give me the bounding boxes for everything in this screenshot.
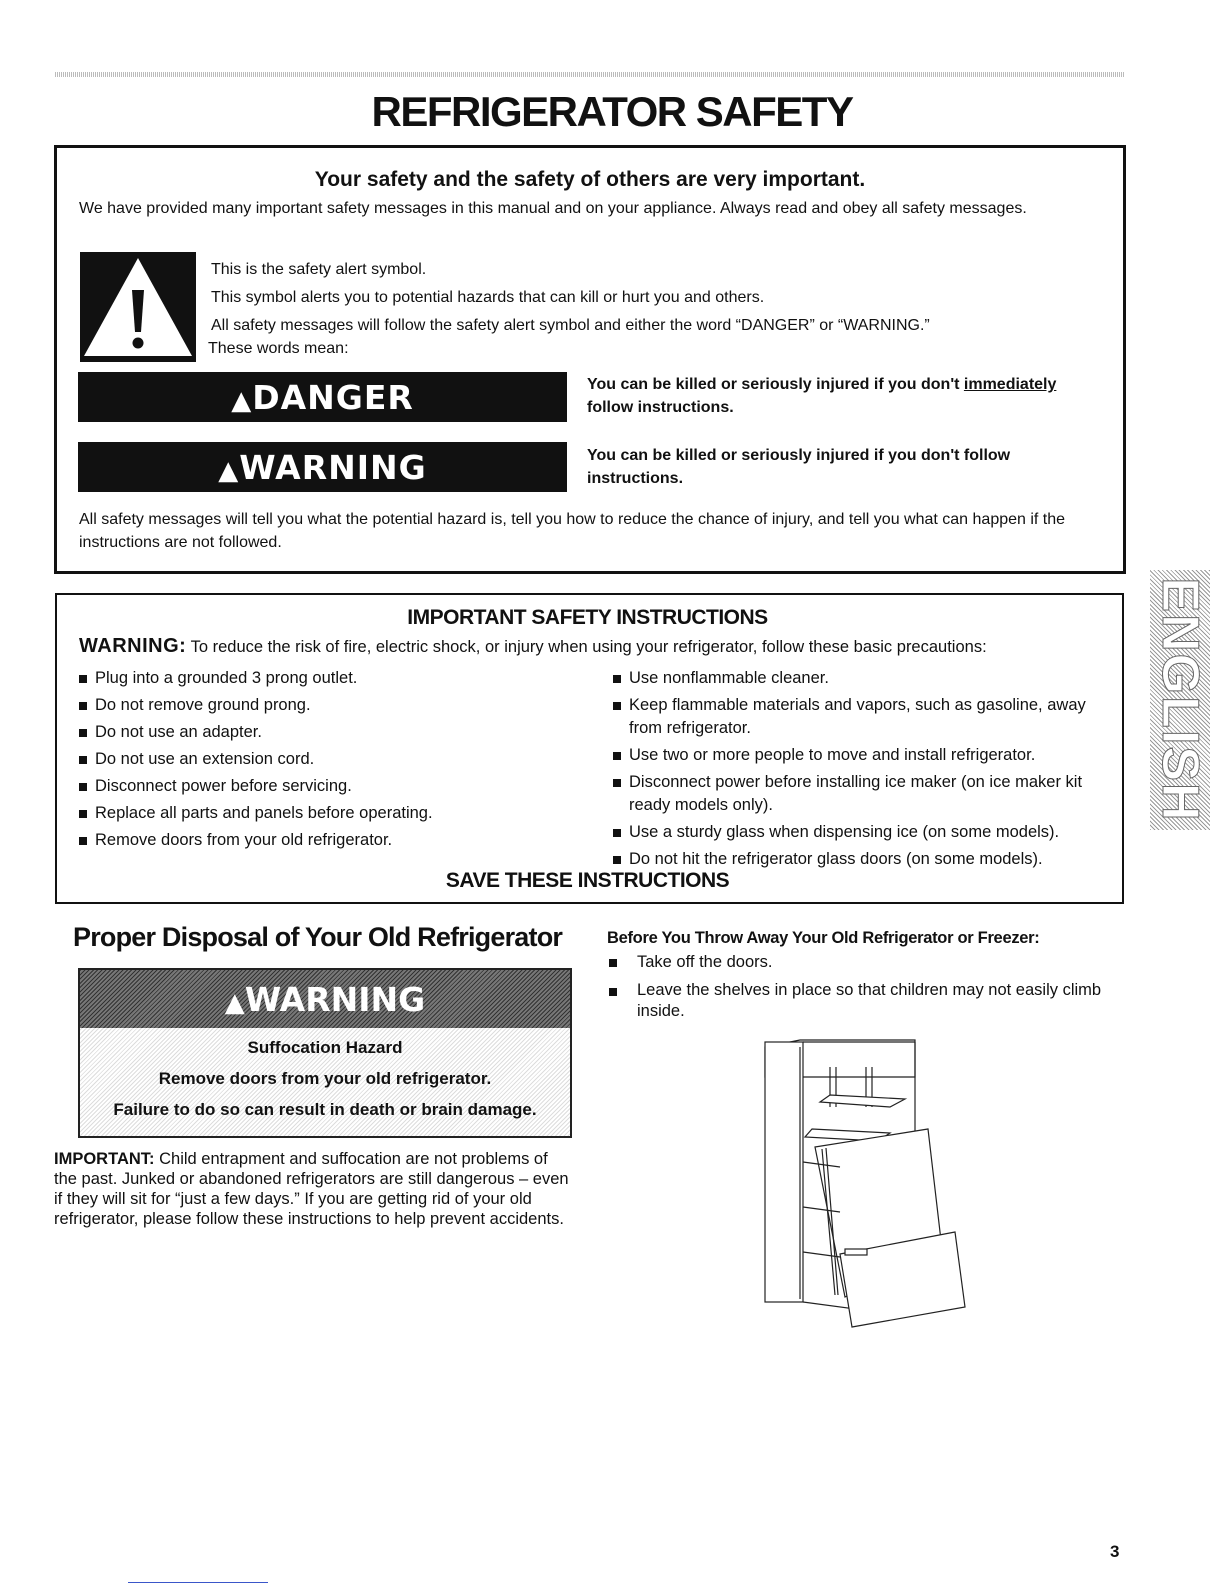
alert-triangle-icon: ▲ bbox=[224, 988, 245, 1018]
list-item: Replace all parts and panels before operating. bbox=[77, 802, 557, 825]
save-instructions: SAVE THESE INSTRUCTIONS bbox=[445, 869, 730, 892]
symbol-line-3: All safety messages will follow the safety alert symbol and either the word “DANGER” or “WARNING.” bbox=[211, 317, 930, 334]
list-item: Take off the doors. bbox=[607, 951, 1107, 974]
important-paragraph: IMPORTANT: Child entrapment and suffocation are not problems of the past. Junked or abandoned refrigerators are still dangerous – even if they will sit for “just a few days.” If you are getting rid of your old refrigerator, please follow these instructions to help prevent accidents. bbox=[54, 1150, 569, 1228]
precautions-left-list bbox=[77, 667, 557, 852]
language-tab-label: ENGLISH bbox=[1151, 577, 1209, 823]
list-item: Keep flammable materials and vapors, such as gasoline, away from refrigerator. bbox=[611, 694, 1111, 740]
symbol-line-2: This symbol alerts you to potential hazards that can kill or hurt you and others. bbox=[211, 289, 765, 306]
warning-band: ▲WARNING bbox=[80, 970, 570, 1028]
list-item: Disconnect power before servicing. bbox=[77, 775, 557, 798]
safety-alert-icon bbox=[80, 252, 196, 362]
list-item: Do not use an adapter. bbox=[77, 721, 557, 744]
list-item: Do not use an extension cord. bbox=[77, 748, 557, 771]
refrigerator-illustration bbox=[760, 1037, 970, 1329]
danger-meaning: You can be killed or seriously injured if you don't immediately follow instructions. bbox=[587, 376, 1057, 416]
page-number: 3 bbox=[1110, 1542, 1120, 1561]
list-item: Plug into a grounded 3 prong outlet. bbox=[77, 667, 557, 690]
list-item: Leave the shelves in place so that children may not easily climb inside. bbox=[607, 980, 1107, 1022]
intro-heading: Your safety and the safety of others are very important. bbox=[314, 168, 866, 191]
instructions-heading: IMPORTANT SAFETY INSTRUCTIONS bbox=[407, 606, 768, 629]
before-heading: Before You Throw Away Your Old Refrigerator or Freezer: bbox=[607, 929, 1040, 947]
symbol-line-1: This is the safety alert symbol. bbox=[211, 261, 427, 278]
list-item: Use two or more people to move and install refrigerator. bbox=[611, 744, 1111, 767]
list-item: Use a sturdy glass when dispensing ice (on some models). bbox=[611, 821, 1111, 844]
alert-triangle-icon: ▲ bbox=[231, 386, 253, 416]
alert-triangle-icon: ▲ bbox=[218, 456, 240, 486]
before-list bbox=[607, 951, 1107, 1022]
intro-footer: All safety messages will tell you what the potential hazard is, tell you how to reduce the chance of injury, and tell you what can happen if the instructions are not followed. bbox=[79, 511, 1066, 551]
hazard-title: Suffocation Hazard bbox=[247, 1038, 403, 1057]
top-rule bbox=[55, 72, 1125, 77]
warning-meaning: You can be killed or seriously injured if you don't follow instructions. bbox=[587, 447, 1011, 487]
list-item: Remove doors from your old refrigerator. bbox=[77, 829, 557, 852]
suffocation-warning-box bbox=[78, 968, 572, 1138]
list-item: Disconnect power before installing ice maker (on ice maker kit ready models only). bbox=[611, 771, 1111, 817]
hazard-line-1: Remove doors from your old refrigerator. bbox=[158, 1069, 492, 1088]
hazard-line-2: Failure to do so can result in death or brain damage. bbox=[113, 1100, 537, 1119]
page-title: REFRIGERATOR SAFETY bbox=[371, 88, 853, 135]
danger-signal-word: ▲DANGER bbox=[78, 372, 567, 422]
list-item: Use nonflammable cleaner. bbox=[611, 667, 1111, 690]
instructions-warning: WARNING: To reduce the risk of fire, electric shock, or injury when using your refrigerator, follow these basic precautions: bbox=[79, 635, 987, 657]
language-tab bbox=[1150, 570, 1210, 830]
disposal-heading: Proper Disposal of Your Old Refrigerator bbox=[73, 922, 563, 952]
list-item: Do not remove ground prong. bbox=[77, 694, 557, 717]
symbol-line-4: These words mean: bbox=[208, 340, 349, 357]
warning-signal-word: ▲WARNING bbox=[78, 442, 567, 492]
bottom-rule bbox=[128, 1582, 268, 1583]
list-item: Do not hit the refrigerator glass doors (on some models). bbox=[611, 848, 1111, 871]
intro-body: We have provided many important safety messages in this manual and on your appliance. Always read and obey all safety messages. bbox=[79, 200, 1027, 217]
precautions-right-list bbox=[611, 667, 1111, 871]
